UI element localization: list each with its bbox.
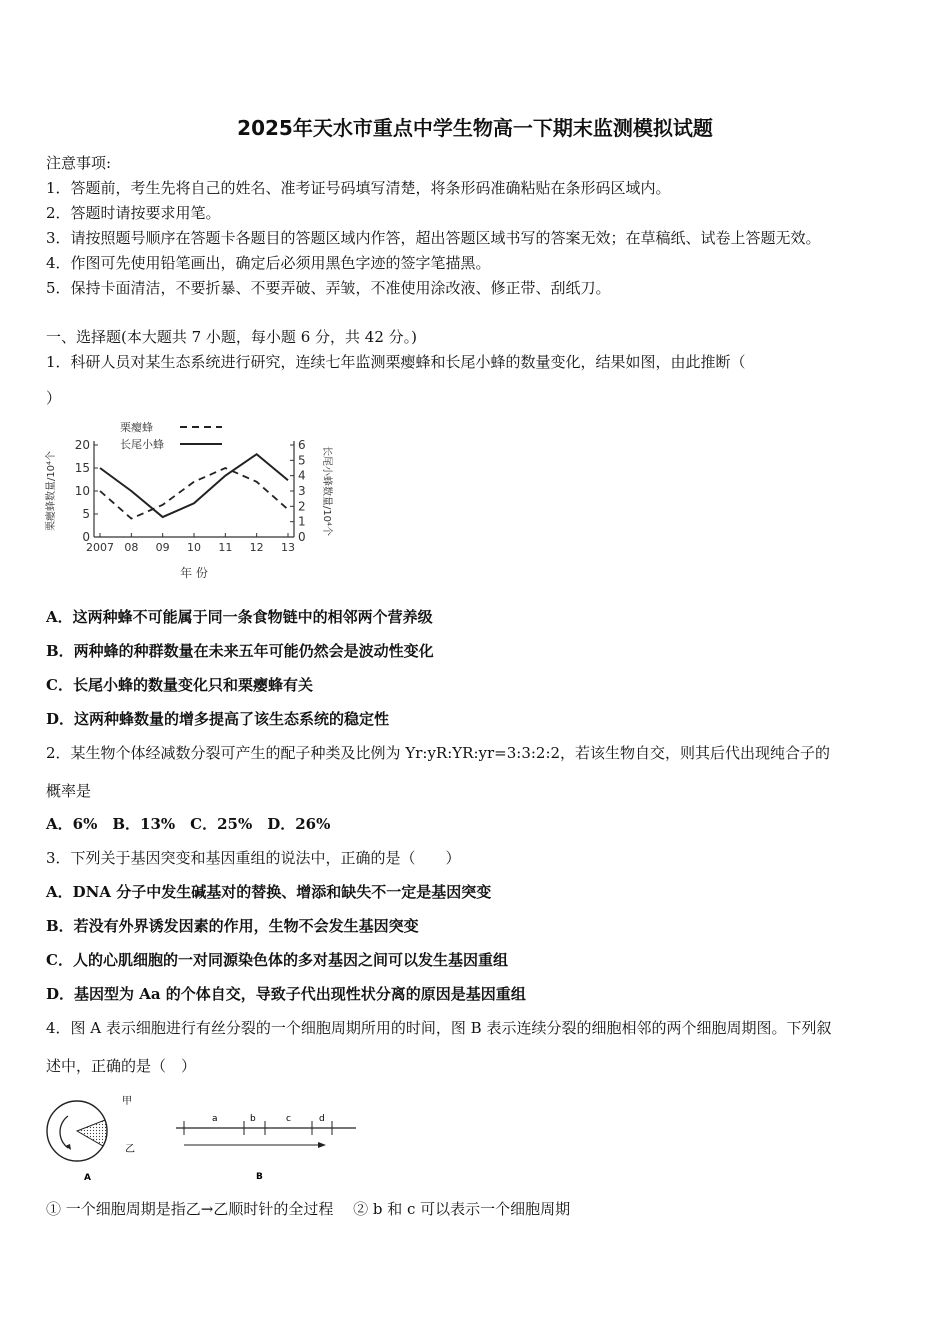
- question-2-stem-end: 概率是: [46, 782, 92, 800]
- figure-a-top-label: 甲: [122, 1096, 132, 1107]
- y-tick-label: 10: [74, 484, 90, 498]
- notice-item: 1．答题前，考生先将自己的姓名、准考证号码填写清楚，将条形码准确粘贴在条形码区域内。: [46, 179, 671, 197]
- y-right-tick-label: 4: [298, 468, 306, 483]
- notice-item: 4．作图可先使用铅笔画出，确定后必须用黑色字迹的签字笔描黑。: [46, 254, 491, 272]
- y-axis-label: 栗瘿蜂数量/10⁴个: [46, 450, 57, 532]
- question-3-option-d: D．基因型为 Aa 的个体自交，导致子代出现性状分离的原因是基因重组: [46, 985, 526, 1003]
- y-right-tick-label: 1: [298, 514, 306, 529]
- question-1-option-c: C．长尾小蜂的数量变化只和栗瘿蜂有关: [46, 676, 313, 694]
- question-3-option-b: B．若没有外界诱发因素的作用，生物不会发生基因突变: [46, 917, 419, 935]
- series-line-1: [100, 468, 288, 519]
- clockwise-arrow-arc: [60, 1116, 68, 1148]
- question-4-statements: ① 一个细胞周期是指乙→乙顺时针的全过程 ② b 和 c 可以表示一个细胞周期: [46, 1200, 571, 1218]
- division-phase-sector: [77, 1120, 107, 1146]
- y-right-tick-label: 3: [298, 484, 306, 498]
- question-4-stem-end: 述中，正确的是（ ）: [46, 1057, 197, 1075]
- section-heading: 一、选择题(本大题共 7 小题，每小题 6 分，共 42 分。): [46, 328, 417, 346]
- figure-b-cell-cycle-line: [170, 1108, 360, 1183]
- x-tick-label: 2007: [86, 541, 114, 554]
- figure-a-bottom-label: 乙: [125, 1144, 135, 1155]
- y-tick-label: 5: [82, 507, 90, 521]
- x-axis-label: 年 份: [180, 566, 208, 580]
- y-tick-label: 15: [74, 461, 90, 475]
- question-1-option-a: A．这两种蜂不可能属于同一条食物链中的相邻两个营养级: [46, 608, 433, 626]
- series-line-2: [100, 454, 288, 517]
- notice-item: 5．保持卡面清洁，不要折暴、不要弄破、弄皱，不准使用涂改液、修正带、刮纸刀。: [46, 279, 611, 297]
- segment-label: b: [250, 1114, 256, 1124]
- y-tick-label: 0: [82, 530, 90, 544]
- x-tick-label: 12: [249, 541, 264, 554]
- y-right-tick-label: 2: [298, 499, 306, 514]
- figure-a-label: A: [84, 1173, 91, 1183]
- legend-label: 栗瘿蜂: [120, 421, 153, 434]
- question-1-option-b: B．两种蜂的种群数量在未来五年可能仍然会是波动性变化: [46, 642, 434, 660]
- legend-label: 长尾小蜂: [120, 438, 164, 451]
- figure-b-label: B: [256, 1172, 263, 1182]
- figure-a-cell-cycle: [44, 1090, 144, 1185]
- segment-label: c: [286, 1114, 291, 1124]
- x-tick-label: 11: [218, 541, 233, 554]
- segment-label: a: [212, 1114, 218, 1124]
- question-1-option-d: D．这两种蜂数量的增多提高了该生态系统的稳定性: [46, 710, 390, 728]
- x-tick-label: 09: [155, 541, 170, 554]
- question-3-option-a: A．DNA 分子中发生碱基对的替换、增添和缺失不一定是基因突变: [46, 883, 492, 901]
- x-tick-label: 10: [187, 541, 201, 554]
- question-1-stem: 1．科研人员对某生态系统进行研究，连续七年监测栗瘿蜂和长尾小蜂的数量变化，结果如图，由此推断（: [46, 353, 746, 371]
- x-tick-label: 13: [281, 541, 295, 554]
- question-4-stem: 4．图 A 表示细胞进行有丝分裂的一个细胞周期所用的时间，图 B 表示连续分裂的细胞相邻的两个细胞周期图。下列叙: [46, 1019, 832, 1037]
- page-title: 2025年天水市重点中学生物高一下期末监测模拟试题: [237, 116, 713, 140]
- notice-heading: 注意事项:: [46, 154, 112, 172]
- question-3-stem: 3．下列关于基因突变和基因重组的说法中，正确的是（ ）: [46, 849, 461, 867]
- y-axis-right-label: 长尾小蜂数量/10⁴个: [321, 445, 332, 537]
- segment-label: d: [319, 1114, 325, 1124]
- notice-item: 3．请按照题号顺序在答题卡各题目的答题区域内作答，超出答题区域书写的答案无效；在草稿纸、试卷上答题无效。: [46, 229, 821, 247]
- y-right-tick-label: 0: [298, 530, 306, 544]
- question-3-option-c: C．人的心肌细胞的一对同源染色体的多对基因之间可以发生基因重组: [46, 951, 508, 969]
- x-tick-label: 08: [124, 541, 139, 554]
- y-right-tick-label: 5: [298, 453, 306, 468]
- y-tick-label: 20: [74, 438, 90, 452]
- question-2-stem: 2．某生物个体经减数分裂可产生的配子种类及比例为 Yr:yR:YR:yr=3:3:2:2，若该生物自交，则其后代出现纯合子的: [46, 744, 831, 762]
- question-2-options: A．6% B．13% C．25% D．26%: [46, 815, 331, 833]
- population-chart: [42, 415, 342, 587]
- direction-arrow-icon: [318, 1142, 326, 1148]
- notice-item: 2．答题时请按要求用笔。: [46, 204, 221, 222]
- question-1-stem-end: ）: [46, 389, 62, 407]
- y-right-tick-label: 6: [298, 438, 306, 452]
